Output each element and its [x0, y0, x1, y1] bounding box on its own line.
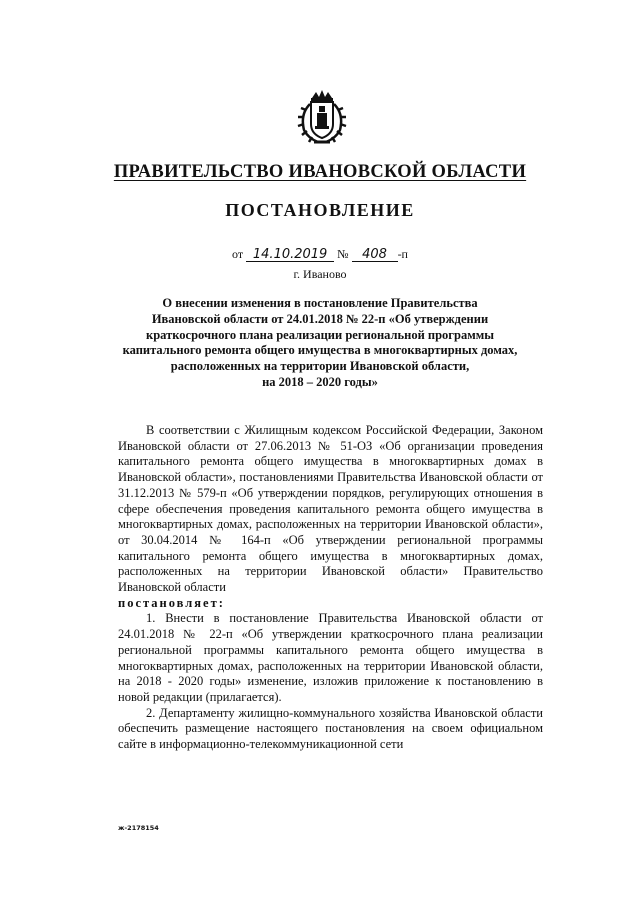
- preamble-paragraph: В соответствии с Жилищным кодексом Российской Федерации, Законом Ивановской области от 27.06.2013 № 51-ОЗ «Об организации проведения капитального ремонта общего имущества в многоквартирных домах в Ивановской области», постановлениями Правительства Ивановской области от 31.12.2013 № 579-п «Об утверждении порядков, регулирующих отношения в сфере обеспечения проведения капитального ремонта общего имущества в многоквартирных домах, расположенных на территории Ивановской области», от 30.04.2014 № 164-п «Об утверждении региональной программы капитального ремонта общего имущества в многоквартирных домах, расположенных на территории Ивановской области» Правительство Ивановской области: [118, 423, 543, 595]
- document-type: ПОСТАНОВЛЕНИЕ: [225, 200, 415, 220]
- subject-line: краткосрочного плана реализации региональной программы: [146, 327, 494, 342]
- document-code: ж-2178154: [118, 824, 159, 832]
- resolves-keyword: постановляет:: [118, 595, 225, 610]
- subject-line: Ивановской области от 24.01.2018 № 22-п «Об утверждении: [151, 311, 489, 326]
- organization-title: ПРАВИТЕЛЬСТВО ИВАНОВСКОЙ ОБЛАСТИ: [113, 162, 527, 182]
- document-subject: [110, 296, 530, 391]
- date-number-line: [0, 247, 640, 262]
- subject-line: капитального ремонта общего имущества в многоквартирных домах,: [122, 343, 518, 358]
- date-prefix: от: [232, 247, 244, 261]
- city: г. Иваново: [293, 267, 347, 281]
- subject-line: на 2018 – 2020 годы»: [262, 374, 378, 389]
- number-suffix: -п: [397, 247, 408, 261]
- item-2-paragraph: 2. Департаменту жилищно-коммунального хозяйства Ивановской области обеспечить размещение настоящего постановления на своем официальном сайте в информационно-телекоммуникационной сети: [118, 705, 543, 752]
- item-1-paragraph: 1. Внести в постановление Правительства Ивановской области от 24.01.2018 № 22-п «Об утверждении краткосрочного плана реализации региональной программы капитального ремонта общего имущества в многоквартирных домах, расположенных на территории Ивановской области, на 2018 - 2020 годы» изменение, изложив приложение к постановлению в новой редакции (прилагается).: [118, 611, 543, 704]
- document-date: 14.10.2019: [246, 248, 334, 262]
- subject-line: расположенных на территории Ивановской области,: [170, 359, 470, 374]
- document-number: 408: [352, 248, 398, 262]
- number-prefix: №: [337, 247, 349, 261]
- ivanovo-coat-of-arms-icon: [296, 90, 348, 146]
- document-body: [118, 423, 543, 753]
- subject-line: О внесении изменения в постановление Правительства: [162, 296, 478, 310]
